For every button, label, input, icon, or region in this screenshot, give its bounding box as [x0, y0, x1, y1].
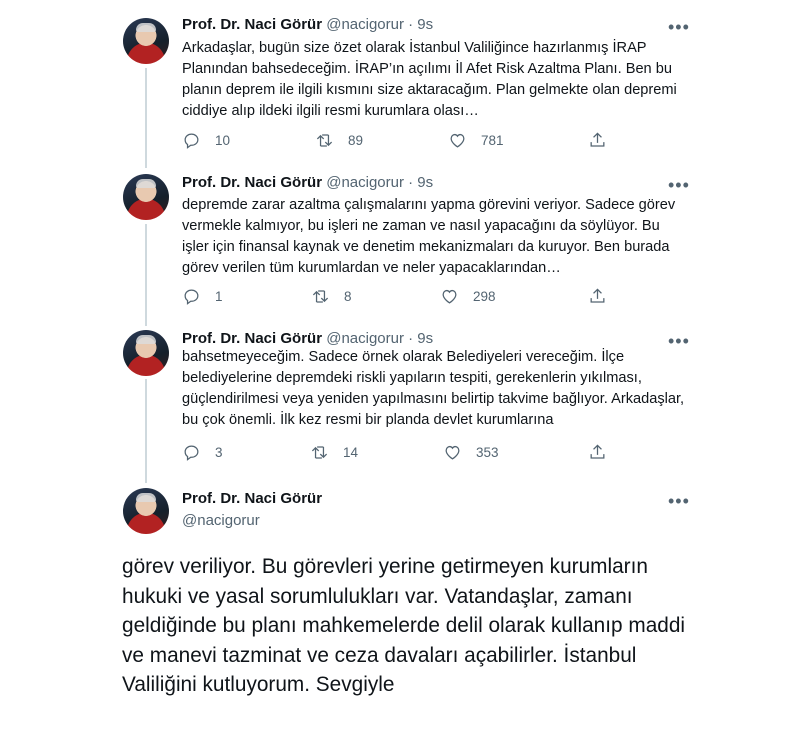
- retweet-button[interactable]: [315, 131, 363, 150]
- more-icon[interactable]: •••: [668, 491, 690, 511]
- more-icon[interactable]: •••: [668, 17, 690, 37]
- handle-time: @nacigorur · 9s: [326, 16, 434, 33]
- thread-line: [145, 68, 147, 168]
- main-tweet-text: görev veriliyor. Bu görevleri yerine getirmeyen kurumların hukuki ve yasal sorumlulukları var. Vatandaşlar, zamanı geldiğinde bu planı mahkemelerde delil olarak kullanıp maddi ve manevi tazminat ve ceza davaları açabilirler. İstanbul Valiliğini kutluyorum. Sevgiyle: [122, 555, 686, 697]
- like-button[interactable]: [448, 131, 504, 150]
- share-button[interactable]: [588, 443, 607, 462]
- reply-button[interactable]: [182, 287, 223, 306]
- avatar[interactable]: [123, 18, 169, 64]
- avatar[interactable]: [123, 488, 169, 534]
- reply-icon: [182, 287, 201, 306]
- tweet-text: depremde zarar azaltma çalışmalarını yapma görevini veriyor. Sadece görev vermekle kalmıyor, bu işleri ne zaman ve nasıl yapacağını da söylüyor. Bu işler için finansal kaynak ve denetim mekanizmaları da kuruyor. Ben burada görev verilen tüm kurumlardan ve neler yapacaklarından…: [182, 197, 676, 276]
- share-button[interactable]: [588, 131, 607, 150]
- retweet-icon: [310, 443, 329, 462]
- reply-button[interactable]: [182, 131, 230, 150]
- thread-line: [145, 379, 147, 483]
- like-button[interactable]: [443, 443, 499, 462]
- share-icon: [588, 287, 607, 306]
- retweet-count: 14: [343, 445, 359, 460]
- author-name[interactable]: Prof. Dr. Naci Görür: [182, 330, 323, 347]
- like-button[interactable]: [440, 287, 496, 306]
- more-icon[interactable]: •••: [668, 331, 690, 351]
- share-icon: [588, 443, 607, 462]
- avatar[interactable]: [123, 330, 169, 376]
- author-handle[interactable]: @nacigorur: [182, 512, 260, 529]
- retweet-count: 8: [344, 289, 352, 304]
- tweet-actions: [182, 131, 622, 151]
- reply-count: 3: [215, 445, 223, 460]
- retweet-count: 89: [348, 133, 364, 148]
- like-count: 298: [473, 289, 496, 304]
- reply-icon: [182, 443, 201, 462]
- tweet-text: bahsetmeyeceğim. Sadece örnek olarak Belediyeleri vereceğim. İlçe belediyelerine depremdeki riskli yapıların tespiti, gerekenlerin yıkılması, güçlendirilmesi veya yeniden yapılmasını belirtip takvime bağlıyor. Arkadaşlar, bu çok önemli. İlk kez resmi bir planda devlet kurumlarına: [182, 349, 685, 428]
- tweet-actions: [182, 443, 622, 463]
- reply-icon: [182, 131, 201, 150]
- tweet-text: Arkadaşlar, bugün size özet olarak İstanbul Valiliğince hazırlanmış İRAP Planından bahsedeceğim. İRAP’ın açılımı İl Afet Risk Azaltma Planı. Ben bu planın deprem ile ilgili kısmını size aktaracağım. Plan gelmekte olan depremi ciddiye alıp ildeki ilgili resmi kurumlara olası…: [182, 40, 677, 119]
- heart-icon: [443, 443, 462, 462]
- handle-time: @nacigorur · 9s: [326, 174, 434, 191]
- retweet-icon: [315, 131, 334, 150]
- reply-count: 1: [215, 289, 223, 304]
- like-count: 353: [476, 445, 499, 460]
- author-name[interactable]: Prof. Dr. Naci Görür: [182, 174, 323, 191]
- tweet-actions: [182, 287, 622, 307]
- heart-icon: [448, 131, 467, 150]
- avatar[interactable]: [123, 174, 169, 220]
- retweet-button[interactable]: [310, 443, 358, 462]
- thread-line: [145, 224, 147, 326]
- heart-icon: [440, 287, 459, 306]
- author-name[interactable]: Prof. Dr. Naci Görür: [182, 16, 323, 33]
- handle-time: @nacigorur · 9s: [326, 330, 434, 347]
- reply-count: 10: [215, 133, 231, 148]
- share-icon: [588, 131, 607, 150]
- share-button[interactable]: [588, 287, 607, 306]
- author-name[interactable]: Prof. Dr. Naci Görür: [182, 490, 323, 507]
- reply-button[interactable]: [182, 443, 223, 462]
- retweet-button[interactable]: [311, 287, 352, 306]
- more-icon[interactable]: •••: [668, 175, 690, 195]
- retweet-icon: [311, 287, 330, 306]
- like-count: 781: [481, 133, 504, 148]
